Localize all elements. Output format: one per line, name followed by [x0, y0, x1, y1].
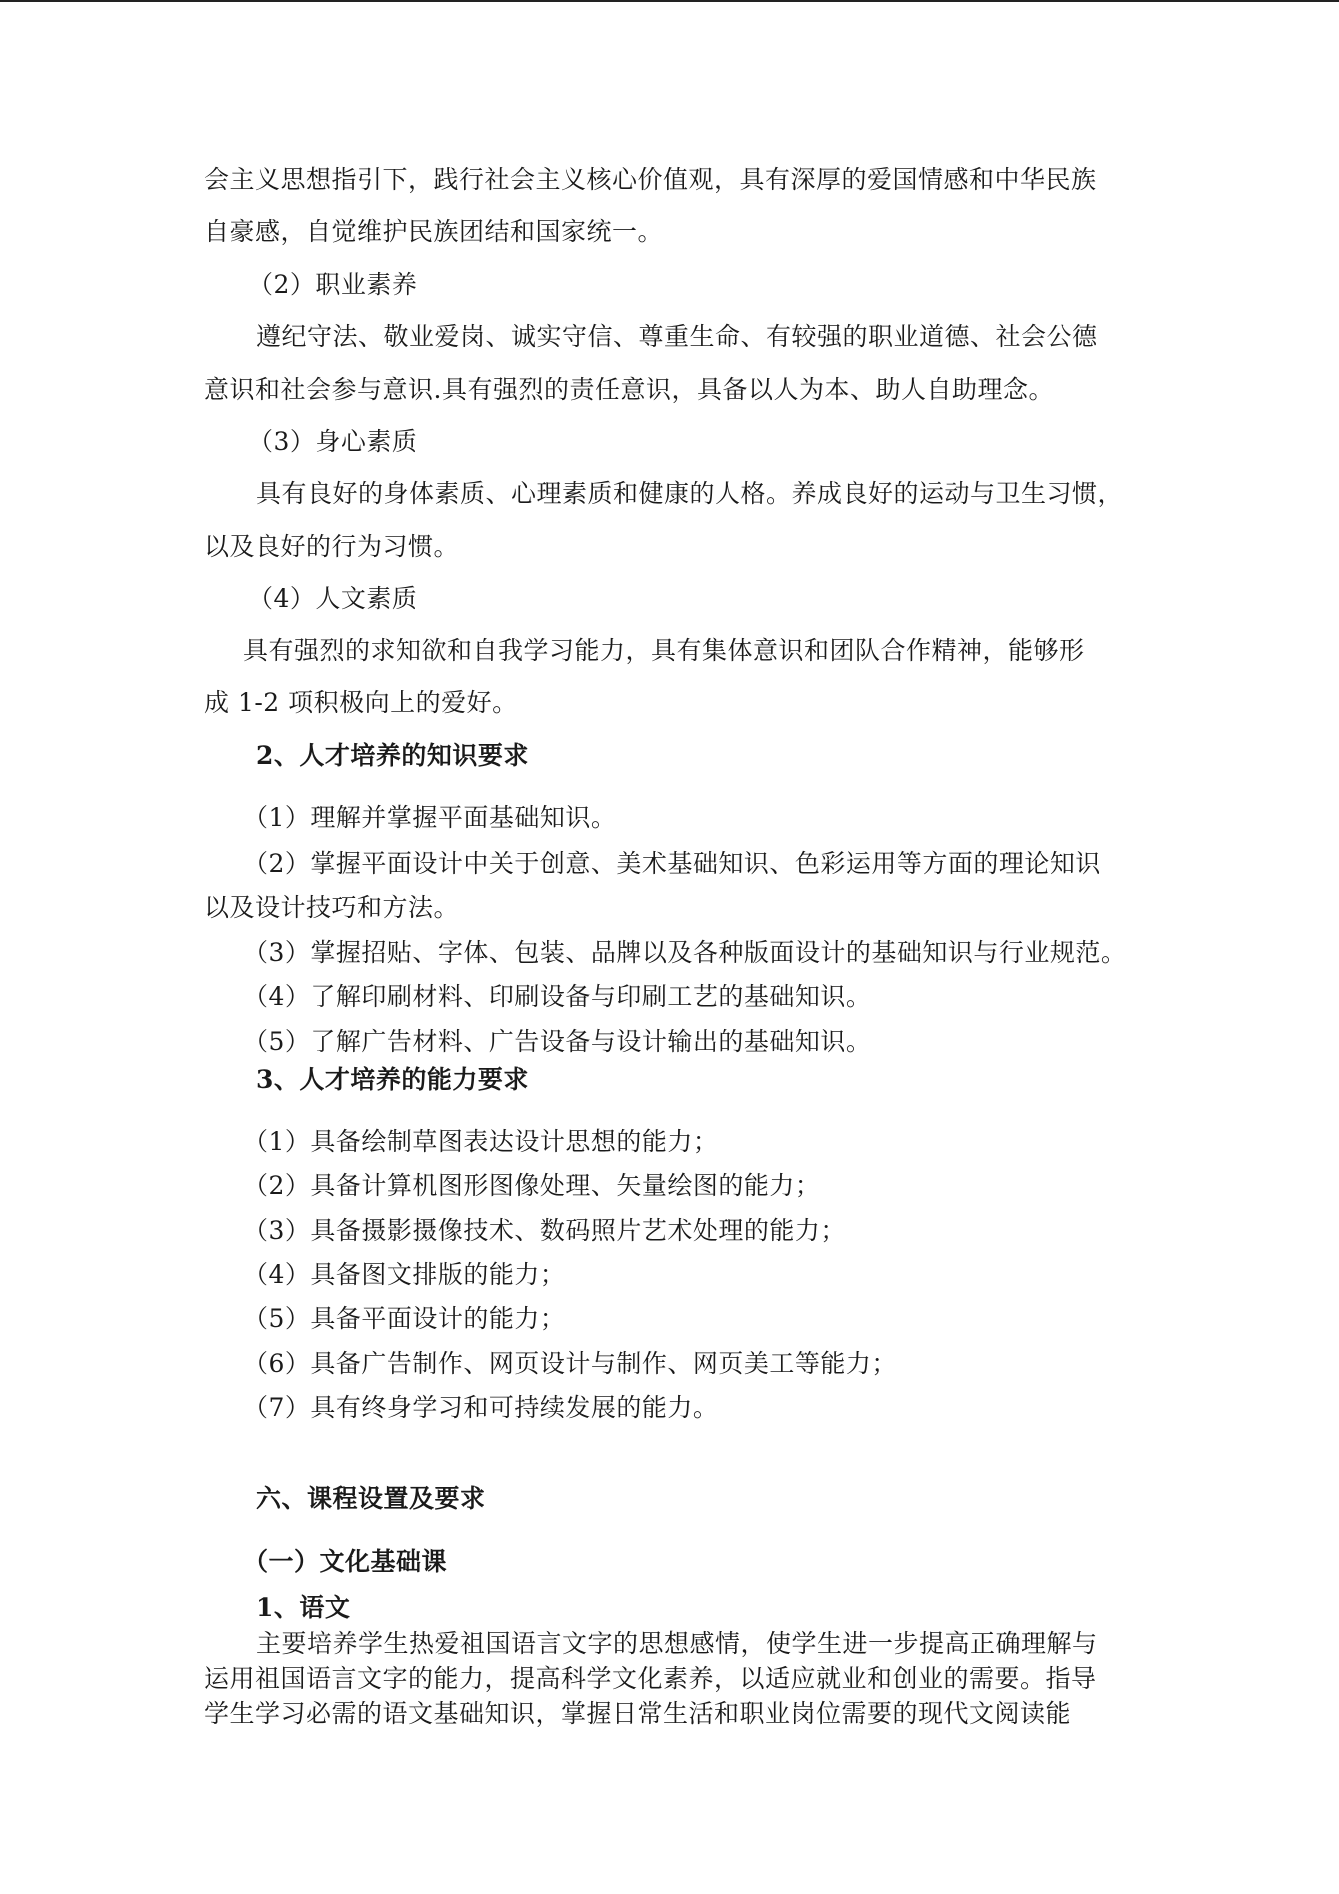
list-item: （5）具备平面设计的能力；: [243, 1304, 566, 1333]
paragraph-line: 以及良好的行为习惯。: [204, 532, 460, 561]
paragraph-line: 运用祖国语言文字的能力，提高科学文化素养，以适应就业和创业的需要。指导: [204, 1664, 1097, 1693]
subsection-heading: 1、语文: [256, 1593, 351, 1622]
list-item: （4）了解印刷材料、印刷设备与印刷工艺的基础知识。: [243, 982, 872, 1011]
list-item: （7）具有终身学习和可持续发展的能力。: [243, 1393, 719, 1422]
section-heading: 3、人才培养的能力要求: [256, 1065, 529, 1094]
paragraph-line: 学生学习必需的语文基础知识，掌握日常生活和职业岗位需要的现代文阅读能: [204, 1699, 1072, 1728]
paragraph-line: 主要培养学生热爱祖国语言文字的思想感情，使学生进一步提高正确理解与: [256, 1629, 1098, 1658]
section-heading: 2、人才培养的知识要求: [256, 741, 529, 770]
list-item: （6）具备广告制作、网页设计与制作、网页美工等能力；: [243, 1349, 897, 1378]
list-item: （4）具备图文排版的能力；: [243, 1260, 566, 1289]
paragraph-line: 具有强烈的求知欲和自我学习能力，具有集体意识和团队合作精神，能够形: [243, 636, 1085, 665]
list-item: （3）具备摄影摄像技术、数码照片艺术处理的能力；: [243, 1216, 846, 1245]
list-item: （5）了解广告材料、广告设备与设计输出的基础知识。: [243, 1027, 872, 1056]
paragraph-line: 成 1-2 项积极向上的爱好。: [204, 688, 518, 717]
list-item: （1）具备绘制草图表达设计思想的能力；: [243, 1127, 719, 1156]
chapter-heading: 六、课程设置及要求: [256, 1484, 486, 1513]
list-item: （2）掌握平面设计中关于创意、美术基础知识、色彩运用等方面的理论知识: [243, 849, 1101, 878]
paragraph-line: 会主义思想指引下，践行社会主义核心价值观，具有深厚的爱国情感和中华民族: [204, 165, 1097, 194]
paragraph-line: 遵纪守法、敬业爱岗、诚实守信、尊重生命、有较强的职业道德、社会公德: [256, 322, 1098, 351]
subsection-heading: （3）身心素质: [248, 427, 418, 456]
subsection-heading: （4）人文素质: [248, 584, 418, 613]
list-item: （3）掌握招贴、字体、包装、品牌以及各种版面设计的基础知识与行业规范。: [243, 938, 1127, 967]
paragraph-line: 意识和社会参与意识.具有强烈的责任意识，具备以人为本、助人自助理念。: [204, 375, 1054, 404]
subsection-heading: （2）职业素养: [248, 270, 418, 299]
paragraph-line: 自豪感，自觉维护民族团结和国家统一。: [204, 217, 664, 246]
list-item: （2）具备计算机图形图像处理、矢量绘图的能力；: [243, 1171, 821, 1200]
section-heading: （一）文化基础课: [243, 1547, 448, 1576]
list-item: 以及设计技巧和方法。: [204, 893, 460, 922]
paragraph-line: 具有良好的身体素质、心理素质和健康的人格。养成良好的运动与卫生习惯，: [256, 479, 1124, 508]
list-item: （1）理解并掌握平面基础知识。: [243, 803, 617, 832]
